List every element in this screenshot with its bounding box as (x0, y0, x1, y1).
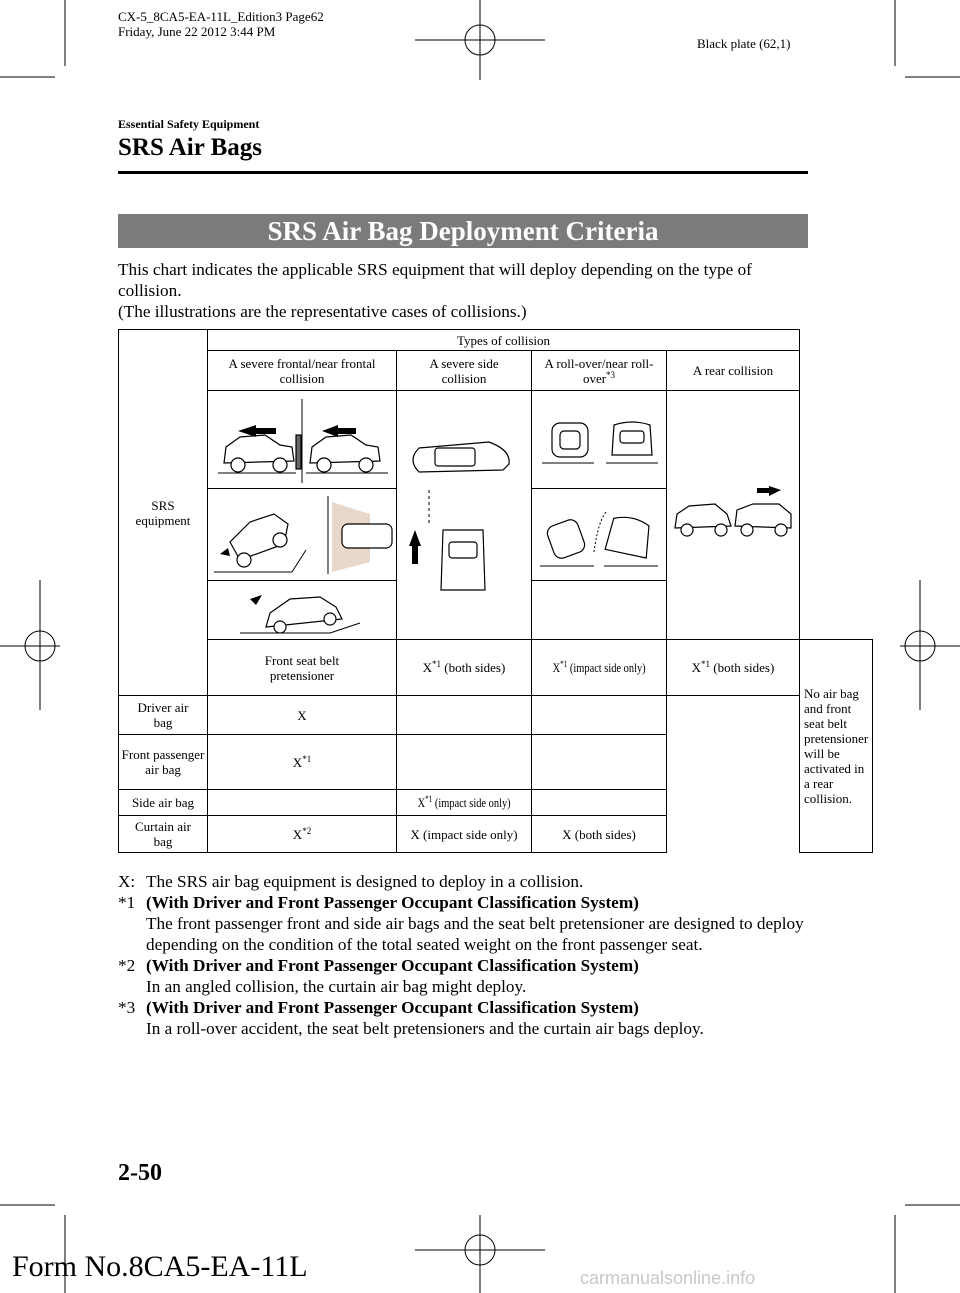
print-file-line: CX-5_8CA5-EA-11L_Edition3 Page62 (118, 9, 324, 24)
col-rear-header: A rear collision (667, 351, 800, 391)
note-3-text: In a roll-over accident, the seat belt pretensioners and the curtain air bags deploy. (146, 1019, 704, 1038)
cell-pretensioner-frontal: $X^{*1}$ (both sides) (397, 640, 532, 696)
row-label-driver: Driver air bag (119, 696, 208, 735)
row-label-side-bag: Side air bag (119, 790, 208, 816)
note-2 (118, 955, 818, 976)
cell-driver-frontal: X (208, 696, 397, 735)
intro-note: (The illustrations are the representative cases of collisions.) (118, 302, 527, 321)
note-2-text: In an angled collision, the curtain air bag might deploy. (146, 977, 527, 996)
rear-collision-note: No air bag and front seat belt pretensioner will be activated in a rear collision. (800, 640, 873, 853)
deployment-criteria-table (118, 329, 873, 853)
page-title: SRS Air Bags (118, 134, 263, 161)
note-1-heading: (With Driver and Front Passenger Occupant Classification System) (146, 893, 639, 912)
note-x-key: X: (118, 872, 136, 891)
rear-collision-icon (669, 470, 797, 560)
intro-paragraph: This chart indicates the applicable SRS equipment that will deploy depending on the type of collision. (118, 260, 752, 300)
side-collision-icon (399, 430, 529, 600)
frontal-collision-icon (210, 395, 394, 485)
cell-side-bag-rollover (532, 790, 667, 816)
note-1-key: *1 (118, 893, 136, 912)
footnotes (118, 871, 818, 1039)
rollover-icon (534, 395, 664, 485)
cell-curtain-rollover: X (both sides) (532, 816, 667, 853)
types-of-collision-header: Types of collision (208, 330, 800, 351)
note-x-text: The SRS air bag equipment is designed to deploy in a collision. (146, 872, 584, 891)
watermark: carmanualsonline.info (580, 1268, 756, 1288)
section-label: Essential Safety Equipment (118, 117, 260, 131)
cell-driver-rollover (532, 696, 667, 735)
row-label-passenger: Front passenger air bag (119, 735, 208, 790)
cell-pretensioner-side: $X^{*1}$ (impact side only) (532, 640, 667, 696)
cell-pretensioner-rollover: $X^{*1}$ (both sides) (667, 640, 800, 696)
note-x (118, 871, 818, 892)
srs-equipment-header: SRS equipment (119, 330, 208, 696)
rollover-illustration-2 (532, 489, 667, 581)
cell-driver-side (397, 696, 532, 735)
col-rollover-header: A roll-over/near roll-over$^{*3}$ (532, 351, 667, 391)
intro-text (118, 259, 808, 322)
note-1-text: The front passenger front and side air bags and the seat belt pretensioner are designed to deploy depending on the condition of the total seated weight on the front passenger seat. (146, 914, 804, 954)
rollover-illustration-1 (532, 391, 667, 489)
rear-collision-illustration (667, 391, 800, 640)
page-number: 2-50 (118, 1160, 162, 1186)
form-number: Form No.8CA5-EA-11L (12, 1250, 308, 1283)
frontal-collision-illustration-2 (208, 489, 397, 581)
note-3-key: *3 (118, 998, 136, 1017)
cell-side-bag-frontal (208, 790, 397, 816)
cell-curtain-side: X (impact side only) (397, 816, 532, 853)
print-date-line: Friday, June 22 2012 3:44 PM (118, 24, 276, 39)
near-rollover-icon (534, 492, 664, 578)
note-1 (118, 892, 818, 913)
black-plate-label: Black plate (62,1) (697, 36, 791, 51)
note-3-heading: (With Driver and Front Passenger Occupant Classification System) (146, 998, 639, 1017)
cell-passenger-side (397, 735, 532, 790)
section-banner: SRS Air Bag Deployment Criteria (118, 214, 808, 248)
cell-passenger-frontal: $X^{*1}$ (208, 735, 397, 790)
row-label-pretensioner: Front seat belt pretensioner (208, 640, 397, 696)
row-label-curtain: Curtain air bag (119, 816, 208, 853)
ramp-collision-icon (210, 583, 394, 638)
cell-curtain-frontal: $X^{*2}$ (208, 816, 397, 853)
cell-passenger-rollover (532, 735, 667, 790)
col-side-header: A severe side collision (397, 351, 532, 391)
title-rule (118, 171, 808, 174)
note-2-heading: (With Driver and Front Passenger Occupant Classification System) (146, 956, 639, 975)
angled-collision-icon (210, 492, 394, 578)
col-frontal-header: A severe frontal/near frontal collision (208, 351, 397, 391)
cell-side-bag-side: $X^{*1}$ (impact side only) (397, 790, 532, 816)
note-2-key: *2 (118, 956, 136, 975)
note-3 (118, 997, 818, 1018)
side-collision-illustration (397, 391, 532, 640)
frontal-collision-illustration-1 (208, 391, 397, 489)
frontal-collision-illustration-3 (208, 581, 397, 640)
